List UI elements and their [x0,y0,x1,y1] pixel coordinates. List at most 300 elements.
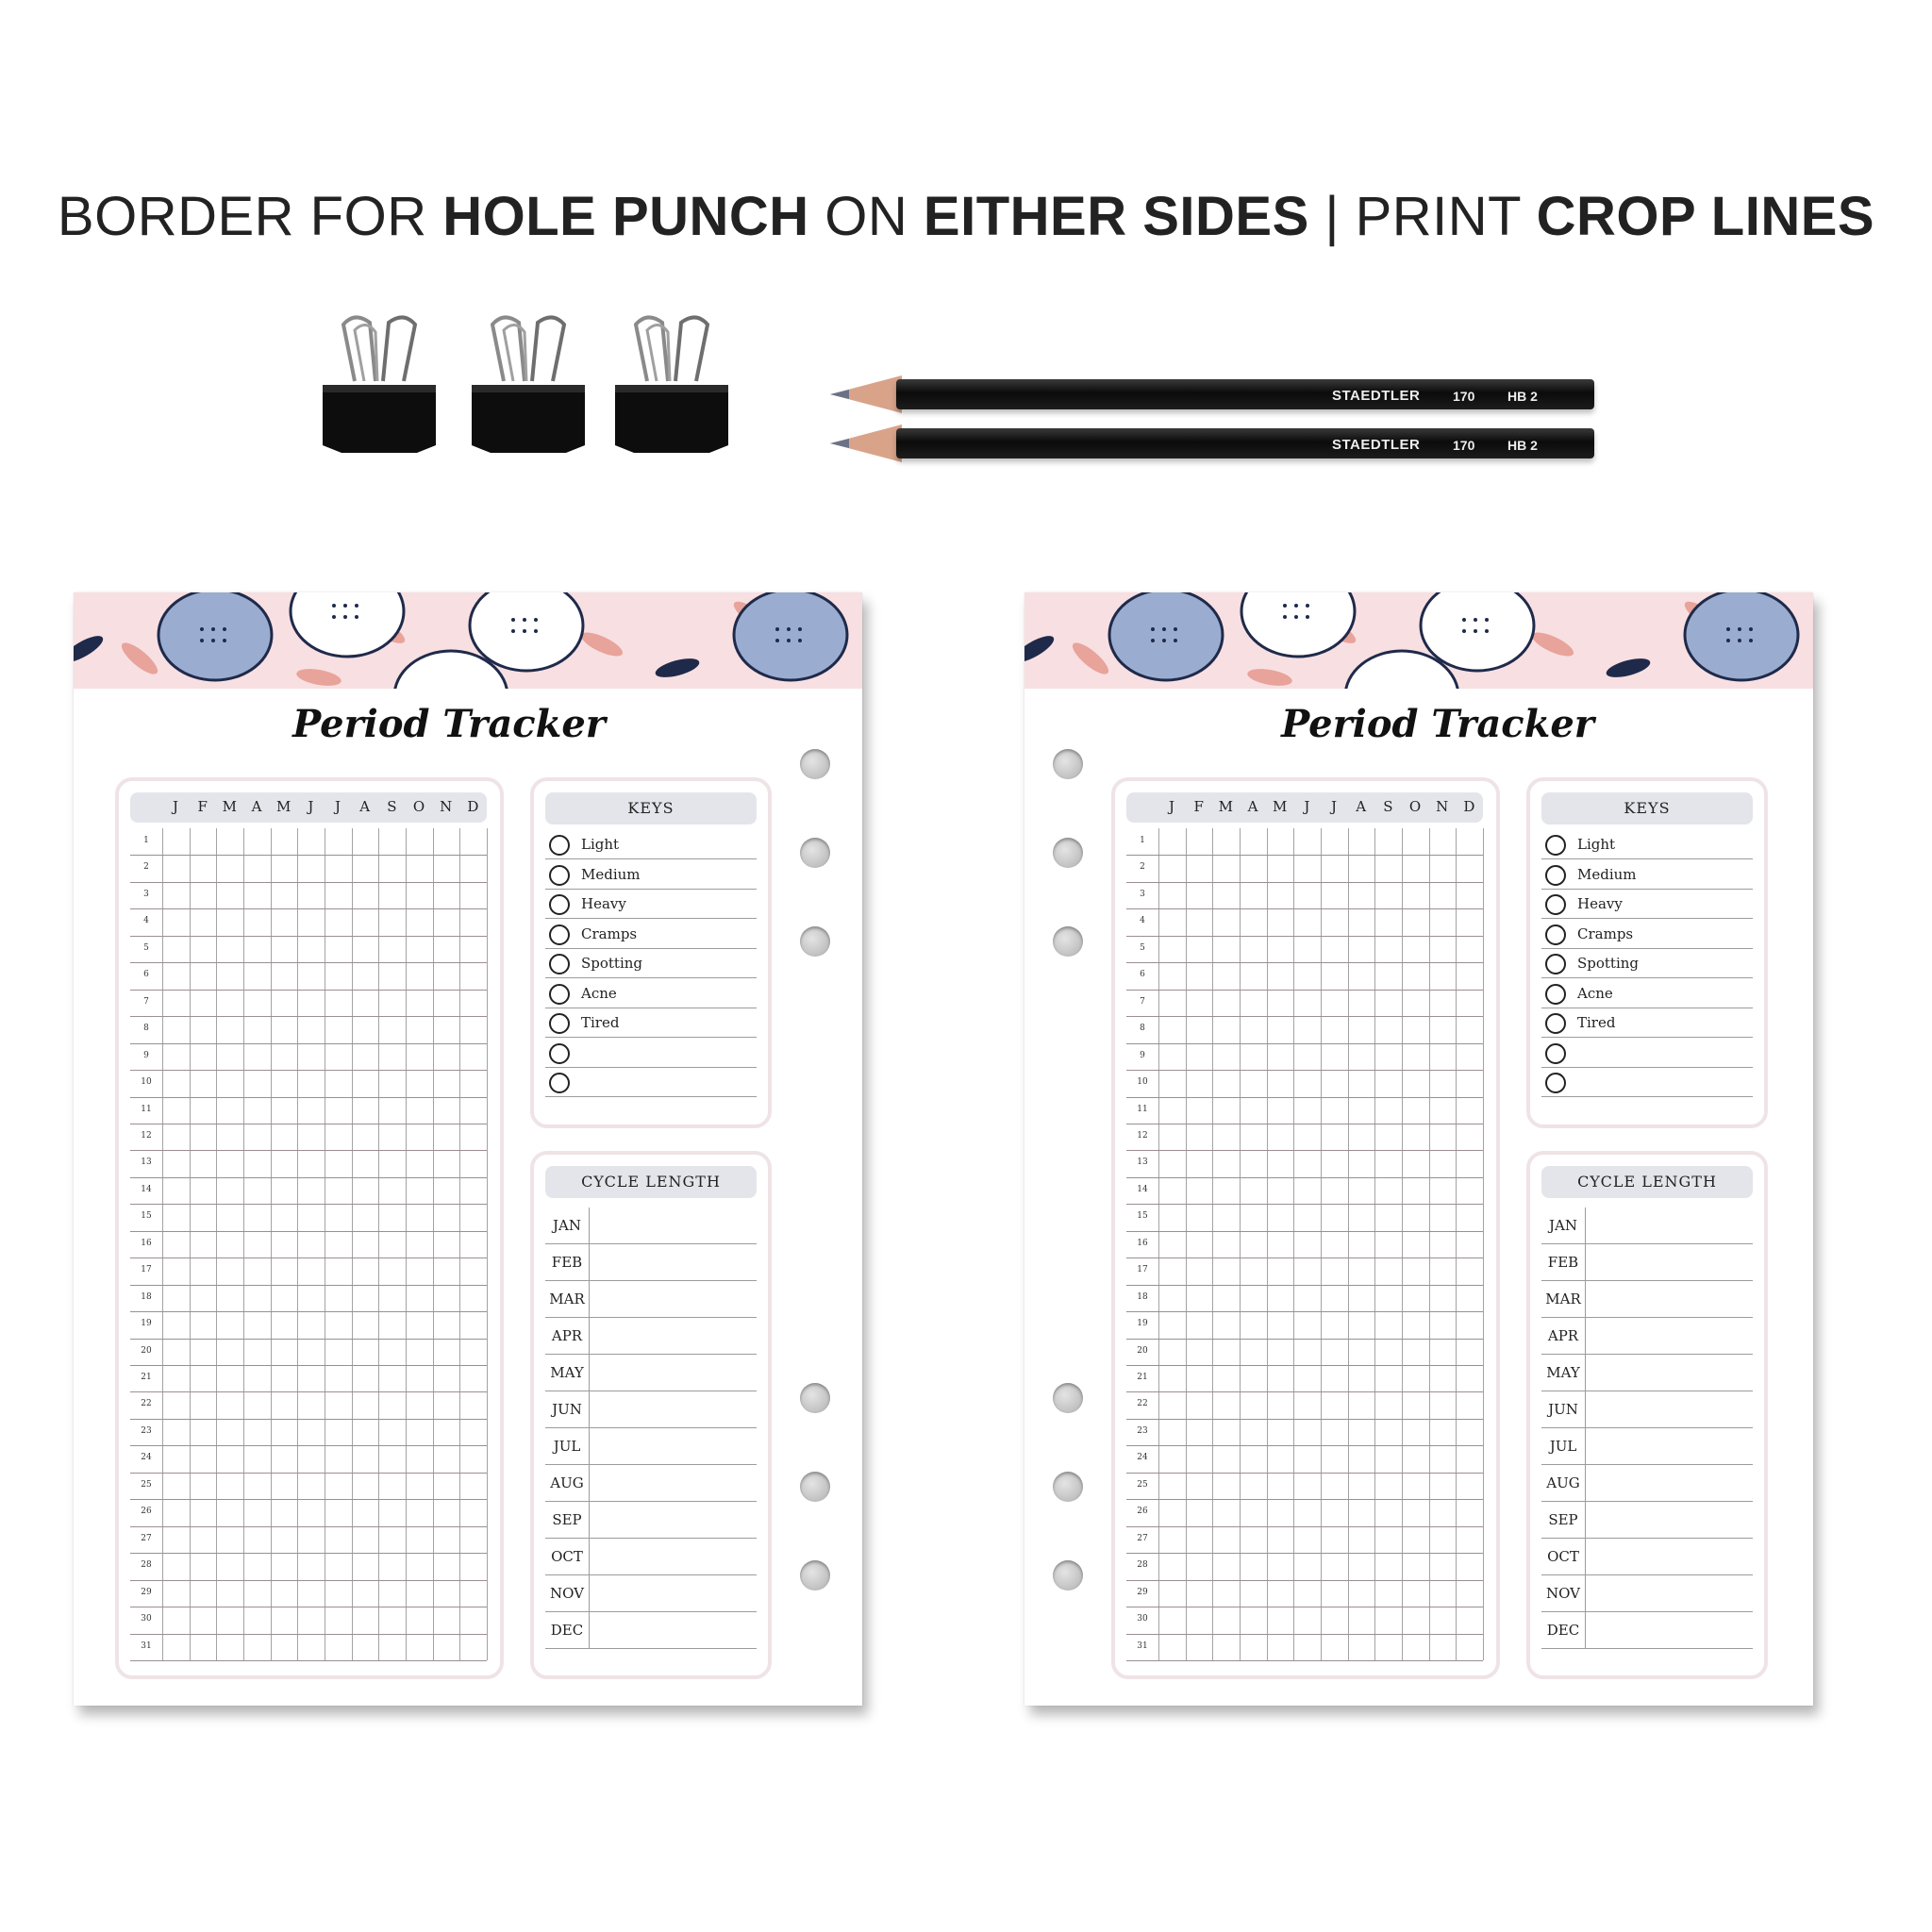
cycle-divider [589,1539,590,1575]
cycle-divider [589,1428,590,1465]
grid-column-line [1483,828,1484,1660]
key-row[interactable] [1541,860,1753,890]
key-circle-icon[interactable] [549,924,570,945]
key-label: Heavy [1577,895,1623,912]
headline [0,185,1932,248]
cycle-divider [589,1281,590,1318]
grid-row-line [1126,1391,1483,1392]
keys-card [1526,777,1768,1128]
punch-hole-icon [1053,1472,1083,1502]
grid-row-line [1126,1339,1483,1340]
punch-hole-icon [1053,926,1083,957]
cycle-month-label: FEB [1547,1254,1579,1271]
month-initial: A [1247,798,1258,815]
key-circle-icon[interactable] [1545,865,1566,886]
keys-heading: KEYS [545,792,757,824]
cycle-month-label: MAY [550,1364,584,1381]
key-row[interactable] [1541,1068,1753,1097]
day-label: 29 [1137,1587,1148,1597]
grid-row-line [130,1391,487,1392]
cycle-length-heading: CYCLE LENGTH [545,1166,757,1198]
month-initial: D [467,798,479,815]
day-label: 26 [141,1507,152,1517]
cycle-month-label: JUL [553,1438,581,1455]
key-circle-icon[interactable] [549,1043,570,1064]
pencil-grade: HB 2 [1507,389,1538,404]
cycle-month-label: AUG [1546,1474,1580,1491]
cycle-divider [589,1502,590,1539]
day-label: 12 [1137,1130,1148,1141]
cycle-row[interactable] [1541,1318,1753,1355]
month-initial: S [1383,798,1393,815]
key-row[interactable] [1541,1008,1753,1038]
grid-column-line [1348,828,1349,1660]
key-circle-icon[interactable] [549,835,570,856]
cycle-row[interactable] [545,1502,757,1539]
key-row[interactable] [545,830,757,859]
grid-row-line [130,908,487,909]
key-circle-icon[interactable] [549,984,570,1005]
cycle-month-label: SEP [552,1511,582,1528]
grid-row-line [130,1311,487,1312]
key-row[interactable] [545,1008,757,1038]
cycle-divider [1585,1428,1586,1465]
page-title: Period Tracker [292,702,606,746]
cycle-divider [1585,1575,1586,1612]
cycle-divider [1585,1244,1586,1281]
grid-row-line [1126,908,1483,909]
month-initial: S [387,798,397,815]
day-label: 23 [1137,1425,1148,1436]
grid-row-line [130,855,487,856]
grid-column-line [1212,828,1213,1660]
month-initial: F [197,798,208,815]
day-label: 5 [1140,942,1145,953]
day-label: 27 [1137,1533,1148,1543]
key-circle-icon[interactable] [549,865,570,886]
grid-row-line [1126,1043,1483,1044]
headline-emphasis: EITHER SIDES [923,186,1309,247]
day-label: 24 [141,1453,152,1463]
grid-row-line [1126,1499,1483,1500]
day-label: 1 [143,836,149,845]
grid-row-line [1126,855,1483,856]
day-label: 11 [141,1104,152,1114]
punch-hole-icon [800,1560,830,1591]
month-initial: F [1193,798,1204,815]
grid-column-line [1240,828,1241,1660]
month-initial: J [308,798,314,815]
cycle-row[interactable] [1541,1355,1753,1391]
day-label: 2 [143,862,149,873]
cycle-divider [1585,1391,1586,1428]
grid-row-line [130,1473,487,1474]
keys-heading: KEYS [1541,792,1753,824]
grid-column-line [378,828,379,1660]
month-initial: J [1304,798,1310,815]
month-initial: N [1436,798,1449,815]
cycle-row[interactable] [545,1244,757,1281]
key-circle-icon[interactable] [1545,1073,1566,1093]
cycle-row[interactable] [545,1465,757,1502]
pencil-brand: STAEDTLER [1332,388,1421,404]
key-circle-icon[interactable] [1545,1043,1566,1064]
cycle-divider [1585,1612,1586,1649]
day-label: 23 [141,1425,152,1436]
day-label: 14 [1137,1184,1148,1194]
cycle-month-label: JUN [552,1401,582,1418]
day-label: 7 [143,996,149,1007]
grid-column-line [1456,828,1457,1660]
month-initial: J [1331,798,1338,815]
month-initial: M [1272,798,1288,815]
grid-column-line [1402,828,1403,1660]
month-initial: A [251,798,262,815]
key-circle-icon[interactable] [1545,835,1566,856]
day-label: 18 [1137,1291,1148,1302]
key-label: Tired [1577,1014,1616,1031]
day-label: 18 [141,1291,152,1302]
cycle-row[interactable] [1541,1612,1753,1649]
day-label: 28 [141,1560,152,1571]
grid-row-line [130,1365,487,1366]
cycle-month-label: SEP [1548,1511,1578,1528]
months-header [130,792,487,823]
day-label: 30 [141,1614,152,1624]
punch-hole-icon [800,838,830,868]
day-label: 9 [143,1050,149,1060]
grid-row-line [130,1070,487,1071]
key-label: Cramps [1577,924,1634,942]
day-label: 2 [1140,862,1145,873]
key-row[interactable] [1541,949,1753,978]
month-initial: O [412,798,425,815]
grid-row-line [1126,962,1483,963]
grid-column-line [433,828,434,1660]
grid-row-line [130,1285,487,1286]
grid-row-line [130,1499,487,1500]
month-initial: D [1463,798,1475,815]
grid-row-line [130,1016,487,1017]
grid-row-line [1126,1285,1483,1286]
key-label: Spotting [1577,955,1640,972]
day-label: 15 [1137,1211,1148,1222]
day-label: 27 [141,1533,152,1543]
tracker-grid-card [115,777,504,1679]
grid-row-line [130,1660,487,1661]
grid-row-line [130,882,487,883]
month-initial: M [222,798,237,815]
day-label: 22 [141,1399,152,1409]
day-label: 10 [141,1077,152,1088]
day-label: 20 [1137,1345,1148,1356]
cycle-month-label: MAR [1545,1291,1581,1307]
grid-column-line [1186,828,1187,1660]
key-row[interactable] [1541,979,1753,1008]
headline-part: | PRINT [1308,186,1537,247]
headline-part: BORDER FOR [57,186,443,247]
cycle-divider [1585,1318,1586,1355]
day-label: 24 [1137,1453,1148,1463]
key-circle-icon[interactable] [1545,894,1566,915]
key-circle-icon[interactable] [1545,984,1566,1005]
cycle-divider [589,1318,590,1355]
punch-hole-icon [800,1383,830,1413]
day-label: 13 [1137,1158,1148,1168]
day-label: 31 [141,1641,152,1651]
key-row[interactable] [545,890,757,919]
key-row[interactable] [545,1068,757,1097]
cycle-row[interactable] [545,1281,757,1318]
cycle-row[interactable] [1541,1244,1753,1281]
grid-row-line [130,1204,487,1205]
month-initial: O [1408,798,1422,815]
month-initial: A [359,798,371,815]
cycle-month-label: DEC [1546,1622,1580,1639]
punch-hole-icon [800,749,830,779]
key-label: Cramps [581,924,638,942]
cycle-row[interactable] [1541,1428,1753,1465]
cycle-month-label: OCT [1547,1548,1579,1565]
grid-row-line [130,1150,487,1151]
cycle-row[interactable] [1541,1391,1753,1428]
cycle-month-label: NOV [550,1585,584,1602]
cycle-divider [1585,1208,1586,1244]
day-label: 8 [1140,1024,1145,1034]
pencil-grade: HB 2 [1507,438,1538,453]
day-label: 17 [1137,1265,1148,1275]
pencil-icon [830,375,1594,413]
key-row[interactable] [545,860,757,890]
key-circle-icon[interactable] [1545,1013,1566,1034]
cycle-divider [589,1355,590,1391]
key-circle-icon[interactable] [549,894,570,915]
cycle-divider [1585,1355,1586,1391]
headline-emphasis: HOLE PUNCH [442,186,809,247]
cycle-month-label: MAY [1546,1364,1580,1381]
grid-row-line [130,1177,487,1178]
grid-row-line [130,1257,487,1258]
grid-row-line [130,1339,487,1340]
key-label: Light [581,836,620,853]
punch-hole-icon [1053,749,1083,779]
cycle-row[interactable] [1541,1465,1753,1502]
binder-clip-icon [317,311,441,462]
cycle-row[interactable] [545,1539,757,1575]
day-label: 4 [143,916,149,926]
cycle-divider [589,1612,590,1649]
cycle-month-label: JUL [1549,1438,1577,1455]
day-month-grid[interactable] [1126,828,1483,1660]
grid-column-line [1429,828,1430,1660]
day-label: 16 [141,1238,152,1248]
cycle-month-label: JUN [1548,1401,1578,1418]
cycle-row[interactable] [1541,1539,1753,1575]
grid-column-line [243,828,244,1660]
grid-row-line [130,1043,487,1044]
months-header [1126,792,1483,823]
key-label: Acne [581,984,617,1002]
key-circle-icon[interactable] [1545,924,1566,945]
key-row[interactable] [1541,920,1753,949]
grid-row-line [130,962,487,963]
day-label: 17 [141,1265,152,1275]
grid-row-line [130,1231,487,1232]
key-row[interactable] [1541,890,1753,919]
punch-hole-icon [1053,1383,1083,1413]
cycle-length-card [530,1151,772,1679]
cycle-month-label: NOV [1546,1585,1580,1602]
grid-column-line [1321,828,1322,1660]
day-label: 22 [1137,1399,1148,1409]
cycle-month-label: APR [1547,1327,1579,1344]
grid-column-line [406,828,407,1660]
cycle-row[interactable] [545,1318,757,1355]
grid-row-line [1126,1177,1483,1178]
grid-row-line [130,1580,487,1581]
grid-row-line [1126,990,1483,991]
day-label: 13 [141,1158,152,1168]
cycle-month-label: AUG [550,1474,584,1491]
cycle-divider [1585,1539,1586,1575]
grid-row-line [1126,1580,1483,1581]
grid-column-line [190,828,191,1660]
cycle-divider [589,1208,590,1244]
grid-row-line [130,1553,487,1554]
key-circle-icon[interactable] [549,1013,570,1034]
grid-row-line [1126,1473,1483,1474]
cycle-month-label: APR [551,1327,583,1344]
cycle-divider [1585,1502,1586,1539]
day-label: 15 [141,1211,152,1222]
key-label: Tired [581,1014,620,1031]
key-circle-icon[interactable] [549,954,570,974]
day-label: 26 [1137,1507,1148,1517]
key-row[interactable] [545,949,757,978]
cycle-divider [1585,1281,1586,1318]
key-circle-icon[interactable] [1545,954,1566,974]
day-label: 21 [1137,1373,1148,1382]
month-initial: J [1168,798,1174,815]
day-label: 1 [1140,836,1145,845]
day-label: 7 [1140,996,1145,1007]
planner-page-right [1024,592,1813,1706]
grid-row-line [130,1526,487,1527]
cycle-divider [1585,1465,1586,1502]
grid-column-line [216,828,217,1660]
cycle-divider [589,1244,590,1281]
grid-column-line [352,828,353,1660]
month-initial: J [335,798,341,815]
pencil-icon [830,425,1594,462]
pencil-brand: STAEDTLER [1332,437,1421,453]
punch-hole-icon [800,926,830,957]
grid-row-line [1126,1526,1483,1527]
grid-row-line [130,936,487,937]
grid-column-line [459,828,460,1660]
key-row[interactable] [1541,830,1753,859]
grid-column-line [297,828,298,1660]
pencil-number: 170 [1453,389,1475,404]
cycle-row[interactable] [1541,1208,1753,1244]
grid-row-line [130,990,487,991]
cycle-row[interactable] [545,1612,757,1649]
key-row[interactable] [1541,1039,1753,1068]
cycle-divider [589,1465,590,1502]
grid-row-line [1126,1419,1483,1420]
key-row[interactable] [545,920,757,949]
headline-emphasis: CROP LINES [1536,186,1875,247]
punch-hole-icon [800,1472,830,1502]
grid-row-line [1126,1097,1483,1098]
grid-column-line [487,828,488,1660]
grid-column-line [1374,828,1375,1660]
keys-card [530,777,772,1128]
day-label: 9 [1140,1050,1145,1060]
key-label: Heavy [581,895,626,912]
day-label: 10 [1137,1077,1148,1088]
day-label: 8 [143,1024,149,1034]
day-label: 25 [141,1479,152,1490]
grid-row-line [1126,1553,1483,1554]
grid-row-line [1126,1016,1483,1017]
key-label: Medium [581,865,641,883]
day-label: 6 [1140,970,1145,980]
cycle-row[interactable] [545,1575,757,1612]
key-row[interactable] [545,1039,757,1068]
cycle-row[interactable] [545,1391,757,1428]
day-month-grid[interactable] [130,828,487,1660]
binder-clip-icon [466,311,591,462]
day-label: 5 [143,942,149,953]
grid-row-line [1126,1204,1483,1205]
key-row[interactable] [545,979,757,1008]
key-circle-icon[interactable] [549,1073,570,1093]
grid-row-line [1126,1231,1483,1232]
cycle-divider [589,1575,590,1612]
grid-row-line [1126,1311,1483,1312]
grid-row-line [1126,1660,1483,1661]
grid-row-line [130,1419,487,1420]
cycle-month-label: MAR [549,1291,585,1307]
cycle-row[interactable] [545,1428,757,1465]
lemon-banner [1024,592,1813,689]
cycle-length-heading: CYCLE LENGTH [1541,1166,1753,1198]
cycle-row[interactable] [1541,1575,1753,1612]
cycle-month-label: JAN [553,1217,581,1234]
grid-column-line [162,828,163,1660]
cycle-month-label: FEB [551,1254,583,1271]
lemon-banner [74,592,862,689]
key-label: Medium [1577,865,1637,883]
key-label: Light [1577,836,1616,853]
key-label: Spotting [581,955,643,972]
grid-row-line [1126,936,1483,937]
cycle-month-label: DEC [550,1622,584,1639]
cycle-row[interactable] [1541,1281,1753,1318]
cycle-row[interactable] [545,1355,757,1391]
grid-row-line [1126,1257,1483,1258]
month-initial: M [275,798,291,815]
grid-row-line [130,1445,487,1446]
cycle-row[interactable] [545,1208,757,1244]
grid-row-line [1126,1070,1483,1071]
cycle-row[interactable] [1541,1502,1753,1539]
punch-hole-icon [1053,1560,1083,1591]
pencil-number: 170 [1453,438,1475,453]
grid-row-line [1126,1365,1483,1366]
day-label: 3 [143,889,149,899]
